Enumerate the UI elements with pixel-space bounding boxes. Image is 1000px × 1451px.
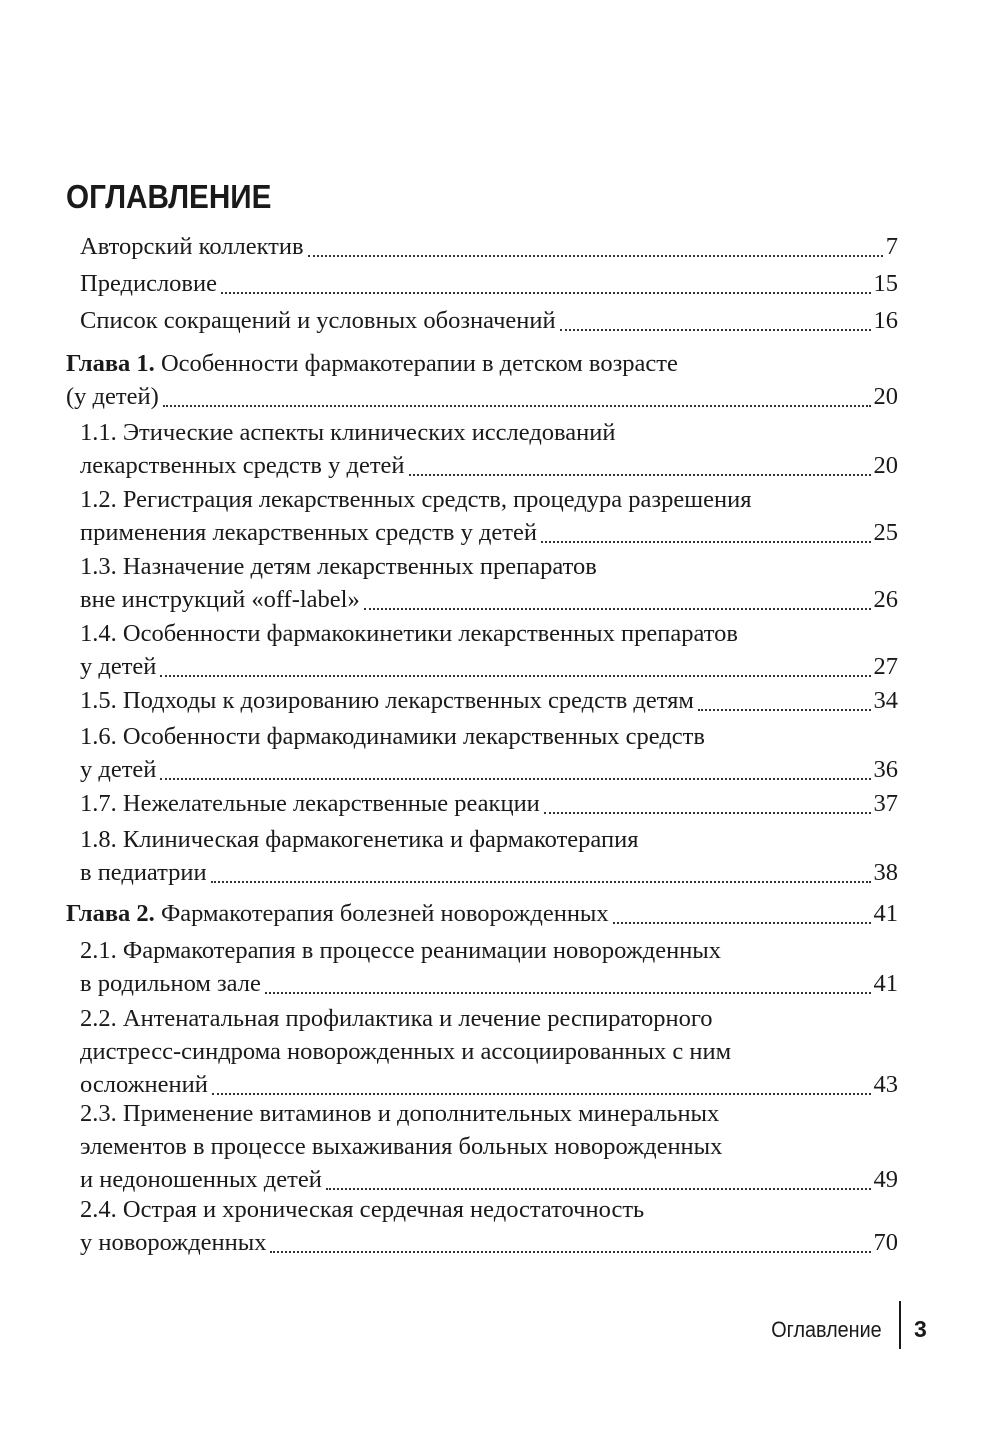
dot-leader	[560, 329, 871, 331]
toc-entry-last-line	[80, 1163, 898, 1196]
toc-entry-text	[80, 1133, 722, 1160]
toc-entry	[80, 1097, 898, 1196]
toc-entry-text	[80, 650, 156, 683]
toc-entry-title: дистресс-синдрома новорожденных и ассоциированных с ним	[80, 1038, 732, 1065]
toc-entry-last-line	[80, 650, 898, 683]
toc-entry-line	[80, 934, 898, 967]
toc-entry-title: 2.1. Фармакотерапия в процессе реанимации новорожденных	[80, 937, 722, 964]
toc-entry-title: Список сокращений и условных обозначений	[80, 307, 556, 334]
toc-entry-line	[80, 1035, 898, 1068]
toc-entry	[80, 230, 898, 263]
toc-page-number: 70	[873, 1229, 898, 1256]
toc-entry-text	[80, 1100, 719, 1127]
toc-page-number: 43	[873, 1071, 898, 1098]
dot-leader	[212, 1093, 871, 1095]
dot-leader	[221, 292, 871, 294]
toc-entry-text	[80, 856, 207, 889]
toc-entry	[80, 267, 898, 300]
dot-leader	[364, 608, 871, 610]
toc-entry-last-line	[80, 583, 898, 616]
toc-entry-text	[80, 267, 217, 300]
toc-entry-line	[80, 1002, 898, 1035]
toc-entry-title: 1.8. Клиническая фармакогенетика и фармакотерапия	[80, 826, 639, 853]
toc-entry	[80, 1002, 898, 1101]
chapter-label: Глава 1.	[66, 350, 155, 377]
toc-entry-line	[80, 823, 898, 856]
toc-entry-last-line	[80, 267, 898, 300]
toc-entry-line	[80, 483, 898, 516]
toc-page-number: 26	[873, 586, 898, 613]
toc-page-number: 49	[873, 1166, 898, 1193]
toc-entry-text	[80, 230, 304, 263]
dot-leader	[409, 474, 871, 476]
toc-page-number: 27	[873, 653, 898, 680]
toc-entry-text	[80, 753, 156, 786]
toc-page-number: 7	[885, 233, 898, 260]
toc-entry-title: Авторский коллектив	[80, 233, 304, 260]
toc-entry	[80, 617, 898, 683]
toc-entry-line	[80, 416, 898, 449]
toc-entry-text	[80, 449, 405, 482]
toc-entry-text	[80, 684, 694, 717]
toc-entry	[80, 304, 898, 337]
toc-entry-text	[80, 620, 738, 647]
dot-leader	[544, 812, 871, 814]
toc-entry-title: у детей	[80, 653, 157, 680]
toc-entry-text	[80, 486, 751, 513]
toc-entry-title: применения лекарственных средств у детей	[80, 519, 537, 546]
toc-entry-text	[80, 1005, 713, 1032]
toc-entry-line	[80, 550, 898, 583]
toc-entry-text	[66, 350, 678, 377]
toc-entry	[80, 720, 898, 786]
toc-entry-text	[80, 419, 616, 446]
toc-page-number: 15	[873, 270, 898, 297]
dot-leader	[613, 922, 871, 924]
toc-page-number: 36	[873, 756, 898, 783]
toc-entry	[80, 934, 898, 1000]
toc-entry	[80, 787, 898, 820]
running-title: Оглавление	[771, 1317, 882, 1342]
toc-entry-title: Особенности фармакотерапии в детском возрасте	[160, 350, 678, 377]
toc-entry-title: 1.6. Особенности фармакодинамики лекарственных средств	[80, 723, 705, 750]
toc-page-number: 41	[873, 970, 898, 997]
toc-entry-last-line	[80, 753, 898, 786]
toc-entry-title: Фармакотерапия болезней новорожденных	[160, 900, 609, 927]
toc-entry-last-line	[80, 516, 898, 549]
toc-entry-title: вне инструкций «off-label»	[80, 586, 360, 613]
dot-leader	[160, 675, 870, 677]
toc-entry-last-line	[66, 897, 898, 930]
toc-page-number: 37	[873, 790, 898, 817]
dot-leader	[163, 405, 871, 407]
toc-entry-title: 2.3. Применение витаминов и дополнительных минеральных	[80, 1100, 720, 1127]
toc-entry-line	[80, 720, 898, 753]
toc-entry-title: у детей	[80, 756, 157, 783]
dot-leader	[270, 1251, 870, 1253]
toc-entry-line	[80, 1097, 898, 1130]
toc-entry-text	[66, 380, 159, 413]
toc-page-number: 38	[873, 859, 898, 886]
toc-entry-last-line	[80, 304, 898, 337]
toc-entry-title: 1.2. Регистрация лекарственных средств, процедура разрешения	[80, 486, 752, 513]
toc-entry-title: 1.1. Этические аспекты клинических исследований	[80, 419, 616, 446]
toc-page-number: 20	[873, 452, 898, 479]
toc-entry	[66, 897, 898, 930]
toc-entry-title: и недоношенных детей	[80, 1166, 322, 1193]
dot-leader	[160, 778, 870, 780]
dot-leader	[265, 992, 871, 994]
toc-page-number: 20	[873, 383, 898, 410]
toc-entry-title: лекарственных средств у детей	[80, 452, 405, 479]
toc-entry-line	[66, 347, 898, 380]
toc-entry-last-line	[66, 380, 898, 413]
toc-entry-title: в родильном зале	[80, 970, 261, 997]
toc-entry-title: в педиатрии	[80, 859, 207, 886]
chapter-label: Глава 2.	[66, 900, 155, 927]
toc-entry-text	[80, 516, 537, 549]
toc-entry-text	[80, 723, 705, 750]
toc-entry-title: 1.7. Нежелательные лекарственные реакции	[80, 790, 540, 817]
dot-leader	[308, 255, 883, 257]
page-footer	[0, 1313, 1000, 1353]
toc-entry-text	[80, 787, 540, 820]
toc-entry	[80, 684, 898, 717]
toc-entry-line	[80, 617, 898, 650]
toc-entry-title: 1.5. Подходы к дозированию лекарственных средств детям	[80, 687, 694, 714]
toc-entry-text	[80, 1196, 644, 1223]
toc-entry-text	[80, 553, 597, 580]
toc-entry-text	[80, 826, 638, 853]
toc-entry-title: 1.3. Назначение детям лекарственных препаратов	[80, 553, 597, 580]
toc-page-number: 34	[873, 687, 898, 714]
toc-entry-text	[80, 937, 721, 964]
toc-entry-title: 2.2. Антенатальная профилактика и лечение респираторного	[80, 1005, 713, 1032]
toc-entry	[80, 416, 898, 482]
toc-page-number: 41	[873, 900, 898, 927]
toc-entry-last-line	[80, 1226, 898, 1259]
toc-entry	[80, 823, 898, 889]
toc-page-number: 25	[873, 519, 898, 546]
toc-entry-text	[80, 1038, 731, 1065]
toc-entry-title: элементов в процессе выхаживания больных новорожденных	[80, 1133, 723, 1160]
toc-entry-text	[80, 1226, 266, 1259]
toc-entry-last-line	[80, 684, 898, 717]
toc-entry-last-line	[80, 787, 898, 820]
toc-entry-text	[80, 1163, 322, 1196]
toc-entry	[66, 347, 898, 413]
toc-entry	[80, 550, 898, 616]
toc-entry-text	[80, 304, 556, 337]
toc-page-number: 16	[873, 307, 898, 334]
dot-leader	[326, 1188, 871, 1190]
toc-entry	[80, 483, 898, 549]
toc-entry-title: Предисловие	[80, 270, 217, 297]
toc-entry-text	[80, 583, 360, 616]
toc-entry-line	[80, 1130, 898, 1163]
page-number: 3	[914, 1316, 927, 1342]
page-title: ОГЛАВЛЕНИЕ	[66, 178, 272, 215]
footer-divider	[899, 1301, 901, 1349]
toc-entry-last-line	[80, 856, 898, 889]
dot-leader	[541, 541, 871, 543]
toc-entry-title: 1.4. Особенности фармакокинетики лекарственных препаратов	[80, 620, 738, 647]
dot-leader	[698, 709, 871, 711]
toc-entry-title: осложнений	[80, 1071, 208, 1098]
toc-entry-text	[80, 967, 261, 1000]
toc-entry-title: у новорожденных	[80, 1229, 267, 1256]
toc-entry-last-line	[80, 230, 898, 263]
toc-entry-text	[66, 897, 609, 930]
toc-entry	[80, 1193, 898, 1259]
toc-entry-last-line	[80, 967, 898, 1000]
toc-entry-last-line	[80, 449, 898, 482]
toc-entry-title: (у детей)	[66, 383, 159, 410]
toc-entry-title: 2.4. Острая и хроническая сердечная недостаточность	[80, 1196, 645, 1223]
dot-leader	[211, 881, 871, 883]
toc-entry-line	[80, 1193, 898, 1226]
